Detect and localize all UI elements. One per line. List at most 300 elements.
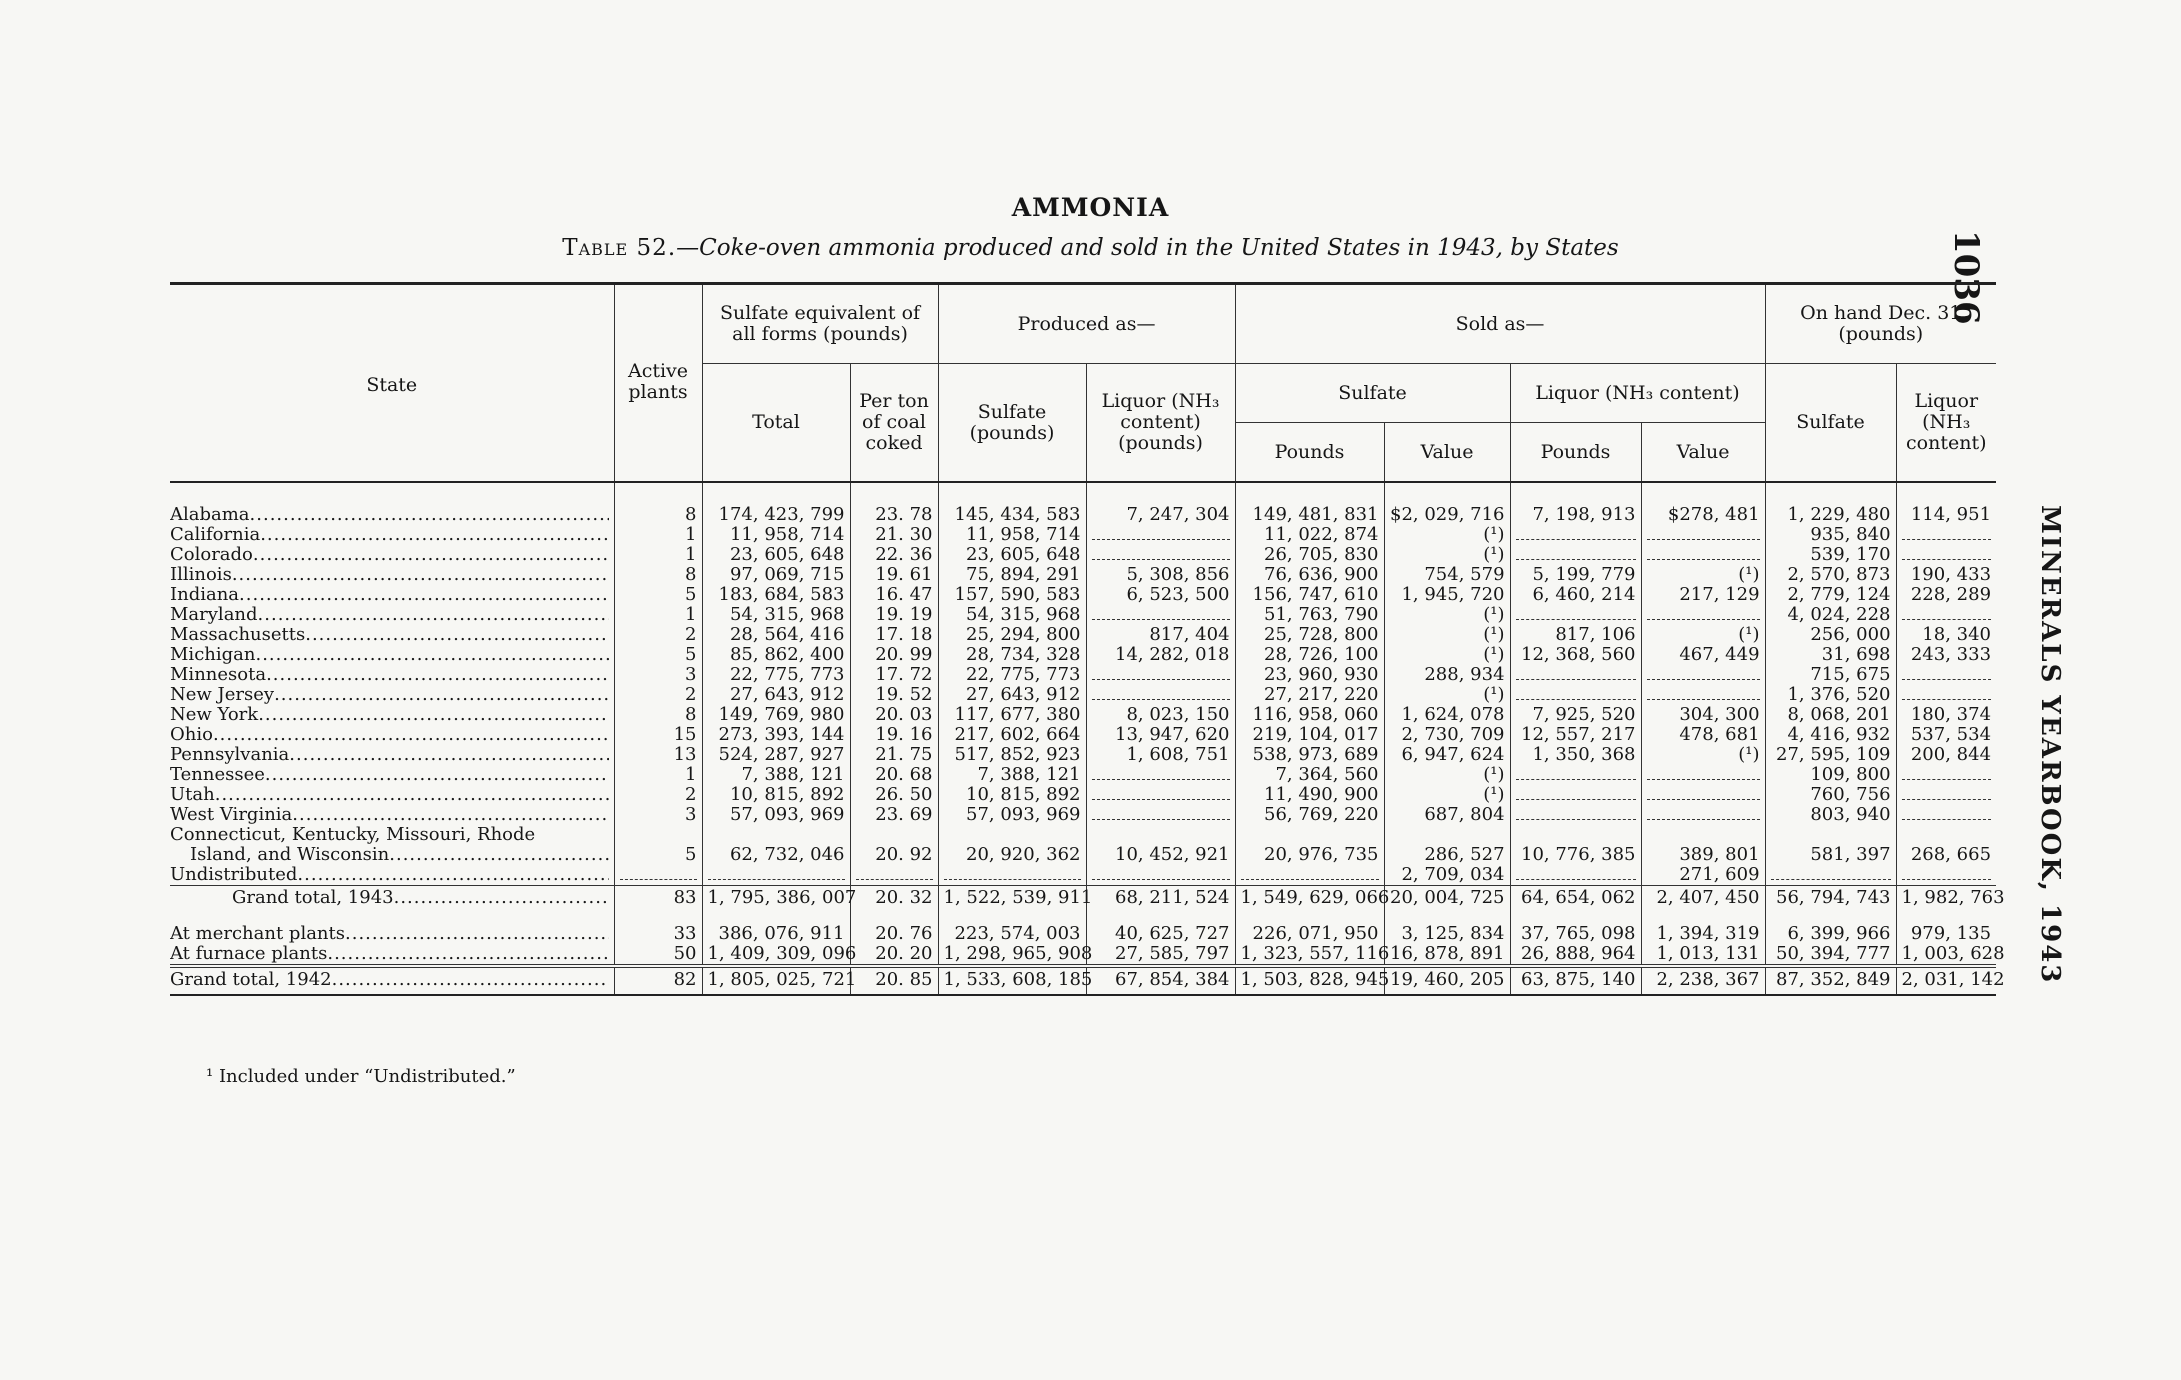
total-cell: 7, 388, 121 xyxy=(702,765,850,785)
state-cell xyxy=(170,645,614,665)
sold-liquor-pounds-cell: 7, 198, 913 xyxy=(1510,505,1641,525)
on-hand-sulfate-cell: 539, 170 xyxy=(1765,545,1896,565)
dash-leader xyxy=(1092,807,1230,820)
state-cell xyxy=(170,865,614,886)
sold-sulfate-pounds-cell: 26, 705, 830 xyxy=(1235,545,1384,565)
produced-liquor-cell: 27, 585, 797 xyxy=(1086,944,1235,966)
per-ton-cell: 19. 52 xyxy=(850,685,938,705)
state-label: Pennsylvania ..... xyxy=(170,745,609,765)
produced-liquor-cell: 10, 452, 921 xyxy=(1086,825,1235,865)
dash-leader xyxy=(1647,527,1760,540)
sold-sulfate-pounds-cell: 56, 769, 220 xyxy=(1235,805,1384,825)
sold-sulfate-value-cell: $2, 029, 716 xyxy=(1384,505,1510,525)
sold-liquor-value-cell xyxy=(1641,605,1765,625)
sold-sulfate-pounds-cell: 226, 071, 950 xyxy=(1235,924,1384,944)
state-label: Undistributed ..... xyxy=(170,865,609,885)
sold-sulfate-value-cell: 286, 527 xyxy=(1384,825,1510,865)
sold-sulfate-value-cell: 19, 460, 205 xyxy=(1384,966,1510,995)
dash-leader xyxy=(1092,527,1230,540)
produced-sulfate-cell: 28, 734, 328 xyxy=(938,645,1086,665)
total-cell: 273, 393, 144 xyxy=(702,725,850,745)
on-hand-liquor-cell: 268, 665 xyxy=(1896,825,1996,865)
table-body xyxy=(170,482,2005,995)
per-ton-cell: 17. 18 xyxy=(850,625,938,645)
produced-liquor-cell: 5, 308, 856 xyxy=(1086,565,1235,585)
produced-liquor-cell: 7, 247, 304 xyxy=(1086,505,1235,525)
on-hand-liquor-cell xyxy=(1896,665,1996,685)
produced-liquor-cell: 40, 625, 727 xyxy=(1086,924,1235,944)
sold-liquor-value-cell xyxy=(1641,685,1765,705)
active-plants-cell: 33 xyxy=(614,924,702,944)
grand-total-1943-row xyxy=(170,886,1996,911)
state-cell xyxy=(170,565,614,585)
table-label: Table 52. xyxy=(562,235,677,261)
produced-liquor-cell: 6, 523, 500 xyxy=(1086,585,1235,605)
sold-sulfate-pounds-cell: 20, 976, 735 xyxy=(1235,825,1384,865)
active-plants-cell xyxy=(614,865,702,886)
table-title: —Coke-oven ammonia produced and sold in the United States in 1943, by States xyxy=(676,235,1619,261)
on-hand-liquor-cell xyxy=(1896,545,1996,565)
per-ton-cell: 21. 30 xyxy=(850,525,938,545)
produced-sulfate-cell: 117, 677, 380 xyxy=(938,705,1086,725)
state-label: At furnace plants ..... xyxy=(170,944,609,964)
produced-sulfate-cell: 11, 958, 714 xyxy=(938,525,1086,545)
produced-sulfate-cell: 145, 434, 583 xyxy=(938,505,1086,525)
on-hand-liquor-cell: 114, 951 xyxy=(1896,505,1996,525)
state-label: Indiana ..... xyxy=(170,585,609,605)
state-cell xyxy=(170,585,614,605)
dash-leader xyxy=(1902,547,1992,560)
on-hand-sulfate-cell: 1, 376, 520 xyxy=(1765,685,1896,705)
sold-sulfate-value-cell: 16, 878, 891 xyxy=(1384,944,1510,966)
sold-sulfate-pounds-cell: 1, 503, 828, 945 xyxy=(1235,966,1384,995)
on-hand-liquor-cell xyxy=(1896,525,1996,545)
on-hand-liquor-cell: 537, 534 xyxy=(1896,725,1996,745)
sold-liquor-pounds-cell xyxy=(1510,785,1641,805)
state-label: Minnesota ..... xyxy=(170,665,609,685)
sold-liquor-pounds-cell xyxy=(1510,525,1641,545)
dash-leader xyxy=(1902,527,1992,540)
state-cell xyxy=(170,944,614,966)
state-cell xyxy=(170,685,614,705)
state-row xyxy=(170,545,1996,565)
per-ton-cell: 20. 76 xyxy=(850,924,938,944)
total-cell: 57, 093, 969 xyxy=(702,805,850,825)
state-cell xyxy=(170,505,614,525)
sold-sulfate-value-cell: 687, 804 xyxy=(1384,805,1510,825)
state-row xyxy=(170,725,1996,745)
sold-liquor-pounds-cell: 7, 925, 520 xyxy=(1510,705,1641,725)
state-cell xyxy=(170,785,614,805)
on-hand-sulfate-cell: 50, 394, 777 xyxy=(1765,944,1896,966)
sold-liquor-value-cell xyxy=(1641,525,1765,545)
active-plants-cell: 3 xyxy=(614,805,702,825)
produced-liquor-cell: 1, 608, 751 xyxy=(1086,745,1235,765)
on-hand-sulfate-cell: 581, 397 xyxy=(1765,825,1896,865)
sold-sulfate-value-cell: 2, 709, 034 xyxy=(1384,865,1510,886)
active-plants-cell: 15 xyxy=(614,725,702,745)
header-sulfate-equivalent: Sulfate equivalent of all forms (pounds) xyxy=(702,284,938,364)
on-hand-liquor-cell: 2, 031, 142 xyxy=(1896,966,1996,995)
on-hand-sulfate-cell: 935, 840 xyxy=(1765,525,1896,545)
produced-liquor-cell: 817, 404 xyxy=(1086,625,1235,645)
dash-leader xyxy=(1516,607,1636,620)
sold-liquor-value-cell: 2, 407, 450 xyxy=(1641,886,1765,911)
state-cell xyxy=(170,605,614,625)
per-ton-cell: 20. 92 xyxy=(850,825,938,865)
total-cell: 27, 643, 912 xyxy=(702,685,850,705)
dash-leader xyxy=(620,867,697,880)
sold-sulfate-value-cell: 1, 945, 720 xyxy=(1384,585,1510,605)
total-cell xyxy=(702,865,850,886)
produced-sulfate-cell xyxy=(938,865,1086,886)
sold-sulfate-value-cell: (¹) xyxy=(1384,785,1510,805)
active-plants-cell: 83 xyxy=(614,886,702,911)
total-cell: 1, 805, 025, 721 xyxy=(702,966,850,995)
sold-liquor-pounds-cell: 64, 654, 062 xyxy=(1510,886,1641,911)
table-header xyxy=(170,284,1996,483)
dash-leader xyxy=(1516,547,1636,560)
produced-liquor-cell xyxy=(1086,685,1235,705)
sold-liquor-value-cell: 1, 013, 131 xyxy=(1641,944,1765,966)
dash-leader xyxy=(944,867,1081,880)
sold-liquor-value-cell xyxy=(1641,545,1765,565)
header-total: Total xyxy=(702,364,850,483)
produced-liquor-cell xyxy=(1086,865,1235,886)
sold-liquor-pounds-cell xyxy=(1510,685,1641,705)
sold-liquor-pounds-cell: 26, 888, 964 xyxy=(1510,944,1641,966)
per-ton-cell: 21. 75 xyxy=(850,745,938,765)
sold-liquor-pounds-cell xyxy=(1510,805,1641,825)
on-hand-liquor-cell: 190, 433 xyxy=(1896,565,1996,585)
sold-sulfate-pounds-cell: 149, 481, 831 xyxy=(1235,505,1384,525)
state-label: Maryland ..... xyxy=(170,605,609,625)
produced-sulfate-cell: 223, 574, 003 xyxy=(938,924,1086,944)
produced-sulfate-cell: 25, 294, 800 xyxy=(938,625,1086,645)
total-cell: 386, 076, 911 xyxy=(702,924,850,944)
on-hand-sulfate-cell: 6, 399, 966 xyxy=(1765,924,1896,944)
sold-sulfate-value-cell: (¹) xyxy=(1384,645,1510,665)
active-plants-cell: 3 xyxy=(614,665,702,685)
state-label: Massachusetts ..... xyxy=(170,625,609,645)
dash-leader xyxy=(1092,687,1230,700)
sold-liquor-pounds-cell: 37, 765, 098 xyxy=(1510,924,1641,944)
on-hand-sulfate-cell: 31, 698 xyxy=(1765,645,1896,665)
active-plants-cell: 8 xyxy=(614,565,702,585)
on-hand-sulfate-cell: 4, 416, 932 xyxy=(1765,725,1896,745)
state-cell xyxy=(170,625,614,645)
header-active-plants: Active plants xyxy=(614,284,702,483)
on-hand-sulfate-cell xyxy=(1765,865,1896,886)
active-plants-cell: 8 xyxy=(614,505,702,525)
dash-leader xyxy=(1902,687,1992,700)
dash-leader xyxy=(1902,807,1992,820)
state-row xyxy=(170,765,1996,785)
sold-liquor-value-cell xyxy=(1641,765,1765,785)
state-label: New York ..... xyxy=(170,705,609,725)
on-hand-sulfate-cell: 87, 352, 849 xyxy=(1765,966,1896,995)
produced-sulfate-cell: 57, 093, 969 xyxy=(938,805,1086,825)
footnote: ¹ Included under “Undistributed.” xyxy=(206,1066,516,1087)
dash-leader xyxy=(1092,667,1230,680)
on-hand-sulfate-cell: 2, 570, 873 xyxy=(1765,565,1896,585)
on-hand-liquor-cell xyxy=(1896,765,1996,785)
state-cell xyxy=(170,745,614,765)
header-on-hand-liquor: Liquor (NH₃ content) xyxy=(1896,364,1996,483)
dash-leader xyxy=(1516,867,1636,880)
sold-liquor-value-cell: 467, 449 xyxy=(1641,645,1765,665)
active-plants-cell: 1 xyxy=(614,545,702,565)
produced-sulfate-cell: 1, 298, 965, 908 xyxy=(938,944,1086,966)
header-sold-as: Sold as— xyxy=(1235,284,1765,364)
header-sold-liquor: Liquor (NH₃ content) xyxy=(1510,364,1765,423)
per-ton-cell: 19. 16 xyxy=(850,725,938,745)
sold-sulfate-pounds-cell: 76, 636, 900 xyxy=(1235,565,1384,585)
state-label: Ohio ..... xyxy=(170,725,609,745)
state-cell xyxy=(170,805,614,825)
total-cell: 11, 958, 714 xyxy=(702,525,850,545)
produced-liquor-cell xyxy=(1086,545,1235,565)
on-hand-liquor-cell: 228, 289 xyxy=(1896,585,1996,605)
produced-liquor-cell xyxy=(1086,785,1235,805)
header-on-hand: On hand Dec. 31 (pounds) xyxy=(1765,284,1996,364)
produced-sulfate-cell: 517, 852, 923 xyxy=(938,745,1086,765)
total-cell: 149, 769, 980 xyxy=(702,705,850,725)
sold-sulfate-pounds-cell: 27, 217, 220 xyxy=(1235,685,1384,705)
state-row xyxy=(170,745,1996,765)
state-label: Alabama ..... xyxy=(170,505,609,525)
total-cell: 28, 564, 416 xyxy=(702,625,850,645)
sold-liquor-pounds-cell xyxy=(1510,865,1641,886)
sold-liquor-pounds-cell: 6, 460, 214 xyxy=(1510,585,1641,605)
state-label-line2: Island, and Wisconsin ..... xyxy=(190,845,609,865)
active-plants-cell: 5 xyxy=(614,825,702,865)
produced-liquor-cell: 14, 282, 018 xyxy=(1086,645,1235,665)
sold-liquor-value-cell: 271, 609 xyxy=(1641,865,1765,886)
on-hand-sulfate-cell: 2, 779, 124 xyxy=(1765,585,1896,605)
dash-leader xyxy=(1092,787,1230,800)
ammonia-table xyxy=(170,282,2005,996)
sold-sulfate-value-cell: 3, 125, 834 xyxy=(1384,924,1510,944)
state-row xyxy=(170,705,1996,725)
state-row xyxy=(170,625,1996,645)
running-head: MINERALS YEARBOOK, 1943 xyxy=(2035,505,2065,985)
on-hand-liquor-cell: 243, 333 xyxy=(1896,645,1996,665)
sold-sulfate-value-cell: (¹) xyxy=(1384,545,1510,565)
on-hand-sulfate-cell: 56, 794, 743 xyxy=(1765,886,1896,911)
per-ton-cell: 19. 61 xyxy=(850,565,938,585)
sold-sulfate-pounds-cell: 219, 104, 017 xyxy=(1235,725,1384,745)
dash-leader xyxy=(1516,807,1636,820)
on-hand-sulfate-cell: 256, 000 xyxy=(1765,625,1896,645)
sold-liquor-value-cell: 389, 801 xyxy=(1641,825,1765,865)
sold-sulfate-value-cell: 6, 947, 624 xyxy=(1384,745,1510,765)
on-hand-liquor-cell xyxy=(1896,785,1996,805)
sold-sulfate-pounds-cell: 28, 726, 100 xyxy=(1235,645,1384,665)
sold-liquor-value-cell: 217, 129 xyxy=(1641,585,1765,605)
state-cell xyxy=(170,966,614,995)
header-liquor-value: Value xyxy=(1641,423,1765,483)
sold-sulfate-pounds-cell: 11, 022, 874 xyxy=(1235,525,1384,545)
dash-leader xyxy=(1902,867,1992,880)
on-hand-liquor-cell xyxy=(1896,865,1996,886)
sold-sulfate-pounds-cell: 11, 490, 900 xyxy=(1235,785,1384,805)
sold-sulfate-value-cell: 1, 624, 078 xyxy=(1384,705,1510,725)
state-label: West Virginia ..... xyxy=(170,805,609,825)
produced-sulfate-cell: 10, 815, 892 xyxy=(938,785,1086,805)
sold-sulfate-value-cell: (¹) xyxy=(1384,625,1510,645)
state-row xyxy=(170,605,1996,625)
dash-leader xyxy=(1516,667,1636,680)
active-plants-cell: 13 xyxy=(614,745,702,765)
header-produced-sulfate: Sulfate (pounds) xyxy=(938,364,1086,483)
sold-liquor-value-cell xyxy=(1641,805,1765,825)
state-cell xyxy=(170,525,614,545)
active-plants-cell: 82 xyxy=(614,966,702,995)
sold-liquor-pounds-cell xyxy=(1510,665,1641,685)
dash-leader xyxy=(1092,767,1230,780)
on-hand-sulfate-cell: 803, 940 xyxy=(1765,805,1896,825)
header-liquor-pounds: Pounds xyxy=(1510,423,1641,483)
sold-liquor-value-cell: (¹) xyxy=(1641,565,1765,585)
merchant-plants-row xyxy=(170,924,1996,944)
active-plants-cell: 1 xyxy=(614,605,702,625)
produced-liquor-cell: 67, 854, 384 xyxy=(1086,966,1235,995)
per-ton-cell xyxy=(850,865,938,886)
state-cell xyxy=(170,665,614,685)
per-ton-cell: 20. 20 xyxy=(850,944,938,966)
produced-liquor-cell xyxy=(1086,525,1235,545)
sold-liquor-value-cell: $278, 481 xyxy=(1641,505,1765,525)
page-number: 1036 xyxy=(1946,230,1986,325)
state-label: Illinois ..... xyxy=(170,565,609,585)
produced-liquor-cell: 13, 947, 620 xyxy=(1086,725,1235,745)
header-sulfate-pounds: Pounds xyxy=(1235,423,1384,483)
sold-liquor-pounds-cell xyxy=(1510,605,1641,625)
header-sulfate-value: Value xyxy=(1384,423,1510,483)
dash-leader xyxy=(1092,607,1230,620)
produced-sulfate-cell: 217, 602, 664 xyxy=(938,725,1086,745)
sold-sulfate-value-cell: 2, 730, 709 xyxy=(1384,725,1510,745)
produced-sulfate-cell: 22, 775, 773 xyxy=(938,665,1086,685)
sold-sulfate-pounds-cell: 23, 960, 930 xyxy=(1235,665,1384,685)
sold-liquor-value-cell: (¹) xyxy=(1641,745,1765,765)
per-ton-cell: 22. 36 xyxy=(850,545,938,565)
dash-leader xyxy=(1647,667,1760,680)
dash-leader xyxy=(1516,527,1636,540)
sold-sulfate-pounds-cell: 51, 763, 790 xyxy=(1235,605,1384,625)
sold-liquor-value-cell: 2, 238, 367 xyxy=(1641,966,1765,995)
per-ton-cell: 20. 99 xyxy=(850,645,938,665)
dash-leader xyxy=(1516,687,1636,700)
on-hand-liquor-cell: 1, 003, 628 xyxy=(1896,944,1996,966)
state-row xyxy=(170,785,1996,805)
produced-sulfate-cell: 27, 643, 912 xyxy=(938,685,1086,705)
sold-liquor-pounds-cell: 5, 199, 779 xyxy=(1510,565,1641,585)
header-sold-sulfate: Sulfate xyxy=(1235,364,1510,423)
on-hand-liquor-cell xyxy=(1896,605,1996,625)
sold-sulfate-pounds-cell: 156, 747, 610 xyxy=(1235,585,1384,605)
active-plants-cell: 8 xyxy=(614,705,702,725)
per-ton-cell: 20. 32 xyxy=(850,886,938,911)
dash-leader xyxy=(1647,607,1760,620)
undistributed-row xyxy=(170,865,1996,886)
header-on-hand-sulfate: Sulfate xyxy=(1765,364,1896,483)
state-label: California ..... xyxy=(170,525,609,545)
sold-sulfate-pounds-cell: 1, 323, 557, 116 xyxy=(1235,944,1384,966)
on-hand-sulfate-cell: 8, 068, 201 xyxy=(1765,705,1896,725)
on-hand-sulfate-cell: 27, 595, 109 xyxy=(1765,745,1896,765)
produced-liquor-cell: 8, 023, 150 xyxy=(1086,705,1235,725)
state-label: Tennessee ..... xyxy=(170,765,609,785)
spacer-row xyxy=(170,482,1996,505)
sold-liquor-pounds-cell xyxy=(1510,765,1641,785)
dash-leader xyxy=(1902,667,1992,680)
per-ton-cell: 20. 03 xyxy=(850,705,938,725)
per-ton-cell: 17. 72 xyxy=(850,665,938,685)
state-row xyxy=(170,565,1996,585)
sold-sulfate-pounds-cell: 25, 728, 800 xyxy=(1235,625,1384,645)
on-hand-sulfate-cell: 760, 756 xyxy=(1765,785,1896,805)
produced-liquor-cell xyxy=(1086,765,1235,785)
dash-leader xyxy=(1516,767,1636,780)
dash-leader xyxy=(1241,867,1379,880)
per-ton-cell: 20. 85 xyxy=(850,966,938,995)
total-cell: 23, 605, 648 xyxy=(702,545,850,565)
on-hand-liquor-cell: 18, 340 xyxy=(1896,625,1996,645)
produced-sulfate-cell: 1, 522, 539, 911 xyxy=(938,886,1086,911)
dash-leader xyxy=(1647,807,1760,820)
sold-sulfate-value-cell: (¹) xyxy=(1384,685,1510,705)
produced-liquor-cell xyxy=(1086,665,1235,685)
on-hand-sulfate-cell: 109, 800 xyxy=(1765,765,1896,785)
per-ton-cell: 23. 78 xyxy=(850,505,938,525)
state-label: Grand total, 1942 ..... xyxy=(170,970,609,990)
active-plants-cell: 1 xyxy=(614,525,702,545)
sold-liquor-pounds-cell: 12, 557, 217 xyxy=(1510,725,1641,745)
active-plants-cell: 2 xyxy=(614,625,702,645)
table-caption xyxy=(0,235,2181,261)
dash-leader xyxy=(1902,787,1992,800)
on-hand-liquor-cell: 979, 135 xyxy=(1896,924,1996,944)
dash-leader xyxy=(1647,787,1760,800)
sold-liquor-value-cell: 304, 300 xyxy=(1641,705,1765,725)
dash-leader xyxy=(1092,547,1230,560)
state-cell xyxy=(170,924,614,944)
sold-liquor-pounds-cell xyxy=(1510,545,1641,565)
per-ton-cell: 16. 47 xyxy=(850,585,938,605)
active-plants-cell: 2 xyxy=(614,785,702,805)
sold-liquor-value-cell xyxy=(1641,665,1765,685)
page-title: AMMONIA xyxy=(1011,193,1170,222)
grand-total-1942-row xyxy=(170,966,1996,995)
dash-leader xyxy=(1647,687,1760,700)
produced-liquor-cell xyxy=(1086,605,1235,625)
on-hand-liquor-cell xyxy=(1896,805,1996,825)
header-state: State xyxy=(170,284,614,483)
per-ton-cell: 23. 69 xyxy=(850,805,938,825)
dash-leader xyxy=(1902,767,1992,780)
active-plants-cell: 1 xyxy=(614,765,702,785)
on-hand-sulfate-cell: 1, 229, 480 xyxy=(1765,505,1896,525)
state-label: Colorado ..... xyxy=(170,545,609,565)
sold-sulfate-pounds-cell: 1, 549, 629, 066 xyxy=(1235,886,1384,911)
sold-sulfate-pounds-cell xyxy=(1235,865,1384,886)
header-per-ton: Per ton of coal coked xyxy=(850,364,938,483)
active-plants-cell: 5 xyxy=(614,645,702,665)
spacer-row xyxy=(170,910,1996,924)
on-hand-liquor-cell: 1, 982, 763 xyxy=(1896,886,1996,911)
